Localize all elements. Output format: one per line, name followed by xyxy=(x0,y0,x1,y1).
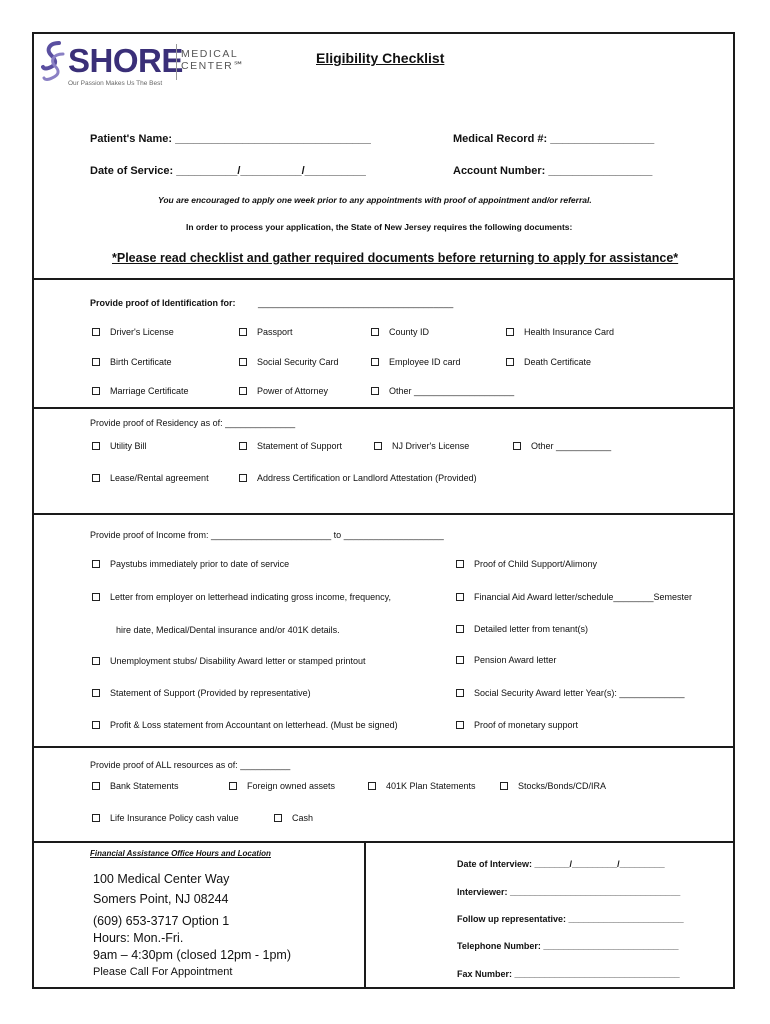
inc-paystubs[interactable] xyxy=(92,559,289,569)
inc-unemployment[interactable] xyxy=(92,656,365,666)
item-label: Proof of monetary support xyxy=(474,720,579,730)
interview-date-field[interactable]: Date of Interview: _______/_________/_________ xyxy=(457,859,665,869)
divider-income xyxy=(32,513,735,515)
residency-heading: Provide proof of Residency as of: ______________ xyxy=(90,418,296,428)
id-drivers-license[interactable] xyxy=(92,327,174,337)
res-statement-support[interactable] xyxy=(239,441,342,451)
item-label: Employee ID card xyxy=(389,357,461,367)
rsc-bank-statements[interactable] xyxy=(92,781,179,791)
checkbox-icon[interactable] xyxy=(371,387,379,395)
divider-residency xyxy=(32,407,735,409)
checkbox-icon[interactable] xyxy=(456,625,464,633)
item-label: Power of Attorney xyxy=(257,386,329,396)
item-label: Stocks/Bonds/CD/IRA xyxy=(518,781,607,791)
checkbox-icon[interactable] xyxy=(456,721,464,729)
item-label: Life Insurance Policy cash value xyxy=(110,813,239,823)
office-column-divider xyxy=(364,841,366,989)
item-label: Passport xyxy=(257,327,293,337)
item-label: Pension Award letter xyxy=(474,655,557,665)
telephone-field[interactable]: Telephone Number: ___________________________ xyxy=(457,941,679,951)
checkbox-icon[interactable] xyxy=(239,442,247,450)
checkbox-icon[interactable] xyxy=(92,814,100,822)
checkbox-icon[interactable] xyxy=(500,782,508,790)
interviewer-field[interactable]: Interviewer: __________________________________ xyxy=(457,887,681,897)
inc-social-security[interactable] xyxy=(456,688,684,698)
office-phone: (609) 653-3717 Option 1 xyxy=(93,914,230,928)
checkbox-icon[interactable] xyxy=(92,358,100,366)
item-label: Other ____________________ xyxy=(389,386,515,396)
checkbox-icon[interactable] xyxy=(456,689,464,697)
account-number-field[interactable]: Account Number: _________________ xyxy=(453,165,653,177)
item-label: 401K Plan Statements xyxy=(386,781,476,791)
item-label: Letter from employer on letterhead indicating gross income, frequency, xyxy=(110,592,391,602)
rsc-stocks[interactable] xyxy=(500,781,606,791)
item-label: Statement of Support (Provided by representative) xyxy=(110,688,311,698)
checkbox-icon[interactable] xyxy=(92,721,100,729)
divider-identification xyxy=(32,278,735,280)
identification-heading: Provide proof of Identification for: xyxy=(90,298,236,308)
item-label: Proof of Child Support/Alimony xyxy=(474,559,598,569)
checkbox-icon[interactable] xyxy=(506,358,514,366)
checkbox-icon[interactable] xyxy=(456,656,464,664)
checkbox-icon[interactable] xyxy=(456,593,464,601)
income-heading: Provide proof of Income from: ________________________ to ____________________ xyxy=(90,530,444,540)
id-social-security[interactable] xyxy=(239,357,339,367)
inc-employer-letter[interactable] xyxy=(92,592,391,602)
shore-logo-icon xyxy=(41,40,65,82)
inc-monetary-support[interactable] xyxy=(456,720,578,730)
rsc-cash[interactable] xyxy=(274,813,313,823)
inc-pension[interactable] xyxy=(456,655,556,665)
office-address1: 100 Medical Center Way xyxy=(93,872,230,886)
resources-heading: Provide proof of ALL resources as of: __________ xyxy=(90,760,291,770)
id-health-insurance[interactable] xyxy=(506,327,614,337)
checkbox-icon[interactable] xyxy=(92,442,100,450)
encouraged-note: You are encouraged to apply one week prior to any appointments with proof of appointment and/or referral. xyxy=(158,195,592,205)
item-label: Other ___________ xyxy=(531,441,612,451)
id-death-certificate[interactable] xyxy=(506,357,591,367)
checkbox-icon[interactable] xyxy=(92,560,100,568)
id-birth-certificate[interactable] xyxy=(92,357,172,367)
medical-record-field[interactable]: Medical Record #: _________________ xyxy=(453,133,655,145)
checkbox-icon[interactable] xyxy=(92,689,100,697)
checkbox-icon[interactable] xyxy=(371,328,379,336)
checkbox-icon[interactable] xyxy=(374,442,382,450)
item-label: Lease/Rental agreement xyxy=(110,473,209,483)
divider-resources xyxy=(32,746,735,748)
res-nj-drivers-license[interactable] xyxy=(374,441,469,451)
res-utility-bill[interactable] xyxy=(92,441,147,451)
logo-wordmark: SHORE xyxy=(68,42,183,79)
checkbox-icon[interactable] xyxy=(506,328,514,336)
checkbox-icon[interactable] xyxy=(456,560,464,568)
id-county[interactable] xyxy=(371,327,429,337)
checkbox-icon[interactable] xyxy=(92,782,100,790)
office-address2: Somers Point, NJ 08244 xyxy=(93,892,229,906)
checkbox-icon[interactable] xyxy=(92,474,100,482)
checkbox-icon[interactable] xyxy=(513,442,521,450)
checkbox-icon[interactable] xyxy=(239,474,247,482)
checkbox-icon[interactable] xyxy=(274,814,282,822)
patient-name-field[interactable]: Patient's Name: ________________________________ xyxy=(90,133,371,145)
item-label: County ID xyxy=(389,327,430,337)
checkbox-icon[interactable] xyxy=(229,782,237,790)
rsc-life-insurance[interactable] xyxy=(92,813,239,823)
item-label: Paystubs immediately prior to date of service xyxy=(110,559,290,569)
checkbox-icon[interactable] xyxy=(368,782,376,790)
office-hours: Hours: Mon.-Fri. xyxy=(93,931,184,945)
checkbox-icon[interactable] xyxy=(92,387,100,395)
item-label: Social Security Card xyxy=(257,357,339,367)
id-marriage-certificate[interactable] xyxy=(92,386,189,396)
logo-center: CENTER℠ xyxy=(181,60,246,72)
inc-profit-loss[interactable] xyxy=(92,720,398,730)
logo-medical: MEDICAL xyxy=(181,48,239,60)
checkbox-icon[interactable] xyxy=(239,358,247,366)
identification-blank[interactable]: _______________________________________ xyxy=(258,298,454,308)
date-of-service-field[interactable]: Date of Service: __________/__________/__________ xyxy=(90,165,366,177)
rsc-foreign-assets[interactable] xyxy=(229,781,335,791)
checkbox-icon[interactable] xyxy=(92,593,100,601)
item-label: Address Certification or Landlord Attestation (Provided) xyxy=(257,473,477,483)
res-other[interactable] xyxy=(513,441,611,451)
checkbox-icon[interactable] xyxy=(239,387,247,395)
item-label: Foreign owned assets xyxy=(247,781,336,791)
item-label: Detailed letter from tenant(s) xyxy=(474,624,589,634)
item-label: Statement of Support xyxy=(257,441,343,451)
office-heading: Financial Assistance Office Hours and Location xyxy=(90,849,271,858)
inc-tenant-letter[interactable] xyxy=(456,624,588,634)
id-passport[interactable] xyxy=(239,327,293,337)
id-power-of-attorney[interactable] xyxy=(239,386,328,396)
item-label: Death Certificate xyxy=(524,357,592,367)
item-label: Bank Statements xyxy=(110,781,179,791)
logo-tagline: Our Passion Makes Us The Best xyxy=(68,80,163,87)
item-label: Birth Certificate xyxy=(110,357,172,367)
res-lease-rental[interactable] xyxy=(92,473,209,483)
divider-office xyxy=(32,841,735,843)
logo-divider xyxy=(176,44,177,80)
item-label: NJ Driver's License xyxy=(392,441,470,451)
item-label: Health Insurance Card xyxy=(524,327,615,337)
id-other[interactable] xyxy=(371,386,514,396)
item-label: Cash xyxy=(292,813,314,823)
please-read-note: *Please read checklist and gather required documents before returning to apply for assistance* xyxy=(112,251,679,265)
item-label: Unemployment stubs/ Disability Award letter or stamped printout xyxy=(110,656,366,666)
item-label: Financial Aid Award letter/schedule________Semester xyxy=(474,592,692,602)
item-label: Utility Bill xyxy=(110,441,147,451)
fax-field[interactable]: Fax Number: _________________________________ xyxy=(457,969,680,979)
checkbox-icon[interactable] xyxy=(371,358,379,366)
inc-statement-support[interactable] xyxy=(92,688,311,698)
checkbox-icon[interactable] xyxy=(239,328,247,336)
page-title: Eligibility Checklist xyxy=(316,50,445,66)
item-label: Profit & Loss statement from Accountant on letterhead. (Must be signed) xyxy=(110,720,398,730)
inc-financial-aid[interactable] xyxy=(456,592,692,602)
id-employee[interactable] xyxy=(371,357,461,367)
state-requires-note: In order to process your application, the State of New Jersey requires the following documents: xyxy=(186,222,573,232)
office-appointment: Please Call For Appointment xyxy=(93,966,233,978)
item-label: Driver's License xyxy=(110,327,174,337)
item-label: Marriage Certificate xyxy=(110,386,189,396)
checkbox-icon[interactable] xyxy=(92,328,100,336)
rsc-401k[interactable] xyxy=(368,781,476,791)
item-label: Social Security Award letter Year(s): _____________ xyxy=(474,688,685,698)
logo-medical-center xyxy=(181,48,245,72)
follow-up-field[interactable]: Follow up representative: _______________________ xyxy=(457,914,684,924)
office-hours-detail: 9am – 4:30pm (closed 12pm - 1pm) xyxy=(93,948,292,962)
inc-employer-letter-continued: hire date, Medical/Dental insurance and/or 401K details. xyxy=(116,625,340,635)
checkbox-icon[interactable] xyxy=(92,657,100,665)
res-address-certification[interactable] xyxy=(239,473,477,483)
inc-child-support[interactable] xyxy=(456,559,597,569)
